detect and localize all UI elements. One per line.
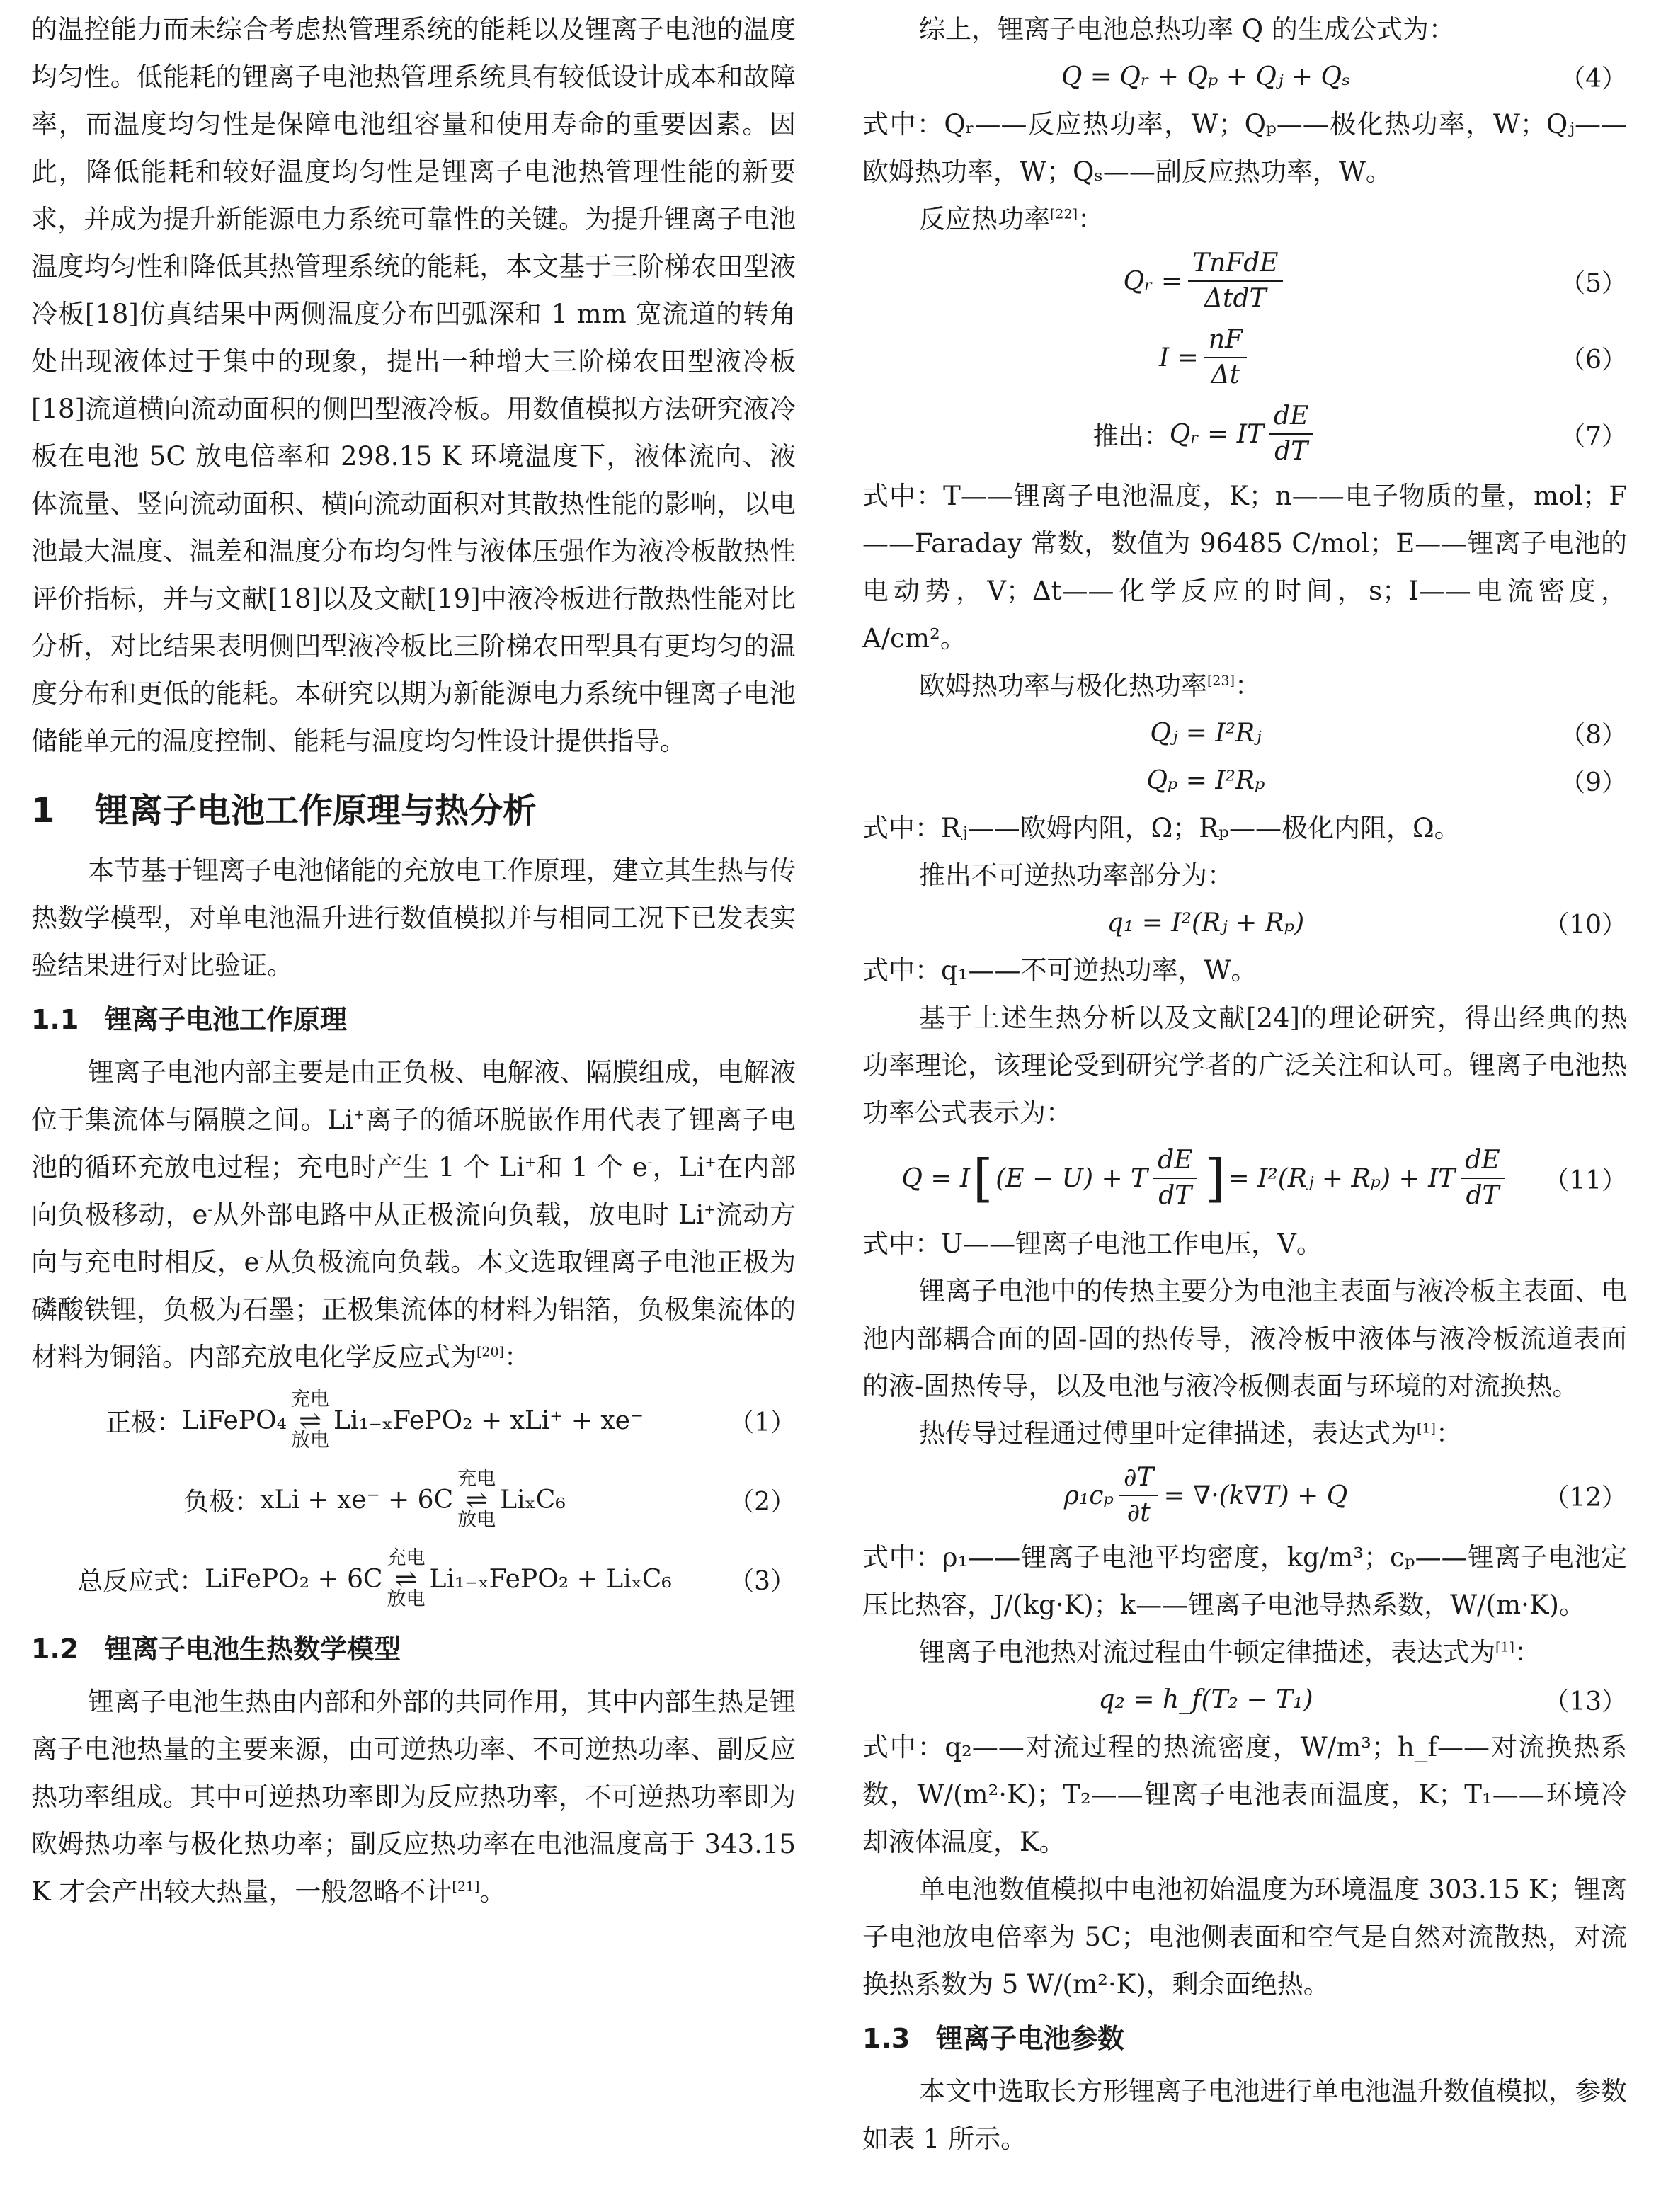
equation-10 xyxy=(862,899,1627,947)
paragraph: 基于上述生热分析以及文献[24]的理论研究，得出经典的热功率理论，该理论受到研究学者的广泛关注和认可。锂离子电池热功率公式表示为： xyxy=(862,1003,1627,1128)
equation-label: 正极： xyxy=(105,1408,183,1437)
citation: [21] xyxy=(452,1879,480,1895)
paragraph: 推出不可逆热功率部分为： xyxy=(919,860,1233,891)
fraction: $\frac{\text{TnFdE}}{\text{ΔtdT}}$ xyxy=(1188,248,1283,314)
citation: [1] xyxy=(1495,1639,1514,1655)
citation: [20] xyxy=(476,1344,505,1360)
equation-2 xyxy=(31,1460,796,1539)
equation-6: I = $\frac{nF}{\Delta t}$ （6） xyxy=(862,319,1627,396)
equation-3 xyxy=(31,1539,796,1619)
fraction: $\frac{dE}{dT}$ xyxy=(1461,1145,1504,1212)
citation: [22] xyxy=(1050,206,1078,222)
equation-number: （4） xyxy=(1560,64,1627,93)
products: Li₁₋ₓFePO₂ + xLi⁺ + xe⁻ xyxy=(333,1406,644,1435)
paragraph: 式中：Qᵣ——反应热功率，W；Qₚ——极化热功率，W；Qⱼ——欧姆热功率，W；Qₛ——副反应热功率，W。 xyxy=(862,109,1627,187)
paragraph: 锂离子电池热对流过程由牛顿定律描述，表达式为[1]： xyxy=(919,1637,1541,1667)
intro-paragraph: 的温控能力而未综合考虑热管理系统的能耗以及锂离子电池的温度均匀性。低能耗的锂离子电池热管理系统具有较低设计成本和故障率，而温度均匀性是保障电池组容量和使用寿命的重要因素。因此，降低能耗和较好温度均匀性是锂离子电池热管理性能的新要求，并成为提升新能源电力系统可靠性的关键。为提升锂离子电池温度均匀性和降低其热管理系统的能耗，本文基于三阶梯农田型液冷板[18]仿真结果中两侧温度分布凹弧深和 1 mm 宽流道的转角处出现液体过于集中的现象，提出一种增大三阶梯农田型液冷板[18]流道横向流动面积的侧凹型液冷板。用数值模拟方法研究液冷板在电池 5C 放电倍率和 298.15 K 环境温度下，液体流向、液体流量、竖向流动面积、横向流动面积对其散热性能的影响，以电池最大温度、温差和温度分布均匀性与液体压强作为液冷板散热性评价指标，并与文献[18]以及文献[19]中液冷板进行散热性能对比分析，对比结果表明侧凹型液冷板比三阶梯农田型具有更均匀的温度分布和更低的能耗。本研究以期为新能源电力系统中锂离子电池储能单元的温度控制、能耗与温度均匀性设计提供指导。 xyxy=(31,14,796,756)
equation-9 xyxy=(862,757,1627,804)
equation-13 xyxy=(862,1676,1627,1723)
equation-number: （6） xyxy=(1560,345,1627,375)
equation-number: （13） xyxy=(1543,1687,1627,1716)
subsection-title: 锂离子电池工作原理 xyxy=(105,1004,348,1035)
equation-number: （1） xyxy=(729,1408,796,1437)
reversible-arrow: 充电 ⇌ 放电 xyxy=(457,1468,496,1531)
section-1-3-heading xyxy=(862,2014,1627,2063)
paragraph: 式中：Rⱼ——欧姆内阻，Ω；Rₚ——极化内阻，Ω。 xyxy=(862,813,1461,843)
equation-number: （10） xyxy=(1543,911,1627,940)
section-1-2-paragraph: 锂离子电池生热由内部和外部的共同作用，其中内部生热是锂离子电池热量的主要来源，由可逆热功率、不可逆热功率、副反应热功率组成。其中可逆热功率即为反应热功率，不可逆热功率即为欧姆热功率与极化热功率；副反应热功率在电池温度高于 343.15 K 才会产出较大热量，一般忽略不计[21]。 xyxy=(31,1687,796,1907)
reversible-arrow: 充电 ⇌ 放电 xyxy=(290,1389,329,1452)
equation-number: （9） xyxy=(1560,768,1627,797)
subsection-number: 1.1 xyxy=(31,1004,79,1035)
paragraph: 式中：q₂——对流过程的热流密度，W/m³；h_f——对流换热系数，W/(m²·K)；T₂——锂离子电池表面温度，K；T₁——环境冷却液体温度，K。 xyxy=(862,1732,1627,1857)
equation-number: （11） xyxy=(1543,1165,1627,1195)
section-title: 锂离子电池工作原理与热分析 xyxy=(95,791,537,831)
reactants: LiFePO₂ + 6C xyxy=(205,1564,383,1594)
equation-label: 负极： xyxy=(183,1487,261,1517)
citation: [23] xyxy=(1207,673,1235,689)
equation-12: ρ₁cₚ $\frac{\partial T}{\partial t}$ = ∇·(k∇T) + Q （12） xyxy=(862,1457,1627,1534)
equation-number: （5） xyxy=(1560,268,1627,298)
subsection-number: 1.2 xyxy=(31,1634,79,1665)
paragraph: 本文中选取长方形锂离子电池进行单电池温升数值模拟，参数如表 1 所示。 xyxy=(862,2076,1627,2154)
right-column xyxy=(862,6,1627,2162)
subsection-number: 1.3 xyxy=(862,2023,911,2054)
fraction: $\frac{nF}{\Delta t}$ xyxy=(1204,324,1247,391)
reversible-arrow: 充电 ⇌ 放电 xyxy=(387,1547,426,1610)
equation-label: 总反应式： xyxy=(77,1566,205,1596)
products: LiₓC₆ xyxy=(500,1485,566,1515)
reactants: LiFePO₄ xyxy=(182,1406,287,1435)
paragraph: 式中：T——锂离子电池温度，K；n——电子物质的量，mol；F——Faraday 常数，数值为 96485 C/mol；E——锂离子电池的电动势，V；Δt——化学反应的时间，s；I——电流密度，A/cm²。 xyxy=(862,481,1627,654)
equation-number: （7） xyxy=(1560,421,1627,451)
equation-number: （3） xyxy=(729,1566,796,1596)
equation-11: Q = I [ (E − U) + T $\frac{dE}{dT}$ ] = I²(Rⱼ + Rₚ) + IT $\frac{dE}{dT}$ （11） xyxy=(862,1136,1627,1220)
paragraph: 式中：q₁——不可逆热功率，W。 xyxy=(862,955,1257,986)
citation: [1] xyxy=(1417,1420,1436,1437)
equation-number: （2） xyxy=(729,1487,796,1517)
fraction: $\frac{dE}{dT}$ xyxy=(1153,1145,1197,1212)
fraction: $\frac{dE}{dT}$ xyxy=(1269,401,1313,467)
paragraph: 式中：U——锂离子电池工作电压，V。 xyxy=(862,1228,1323,1259)
fraction: $\frac{\partial T}{\partial t}$ xyxy=(1119,1462,1158,1529)
paragraph: 综上，锂离子电池总热功率 Q 的生成公式为： xyxy=(919,14,1455,45)
equation-expression: Qⱼ = I²Rⱼ xyxy=(1150,719,1262,748)
paragraph: 反应热功率[22]： xyxy=(919,204,1105,234)
paragraph: 热传导过程通过傅里叶定律描述，表达式为[1]： xyxy=(919,1418,1462,1449)
equation-expression: Qₚ = I²Rₚ xyxy=(1146,766,1265,795)
equation-4 xyxy=(862,53,1627,101)
equation-8 xyxy=(862,709,1627,757)
section-number: 1 xyxy=(31,791,55,831)
equation-number: （8） xyxy=(1560,721,1627,750)
equation-5: Qᵣ = $\frac{\text{TnFdE}}{\text{ΔtdT}}$ （5） xyxy=(862,243,1627,319)
equation-7: 推出： Qᵣ = IT $\frac{dE}{dT}$ （7） xyxy=(862,396,1627,472)
equation-expression: q₂ = h_f(T₂ − T₁) xyxy=(1098,1685,1313,1714)
equation-expression: q₁ = I²(Rⱼ + Rₚ) xyxy=(1107,908,1305,937)
equation-1 xyxy=(31,1381,796,1460)
equation-expression: Q = Qᵣ + Qₚ + Qⱼ + Qₛ xyxy=(1061,62,1351,91)
equation-number: （12） xyxy=(1543,1483,1627,1512)
reactants: xLi + xe⁻ + 6C xyxy=(260,1485,454,1515)
subsection-title: 锂离子电池生热数学模型 xyxy=(105,1634,401,1665)
section-1-paragraph: 本节基于锂离子电池储能的充放电工作原理，建立其生热与传热数学模型，对单电池温升进行数值模拟并与相同工况下已发表实验结果进行对比验证。 xyxy=(31,855,796,981)
section-1-1-paragraph: 锂离子电池内部主要是由正负极、电解液、隔膜组成，电解液位于集流体与隔膜之间。Li+离子的循环脱嵌作用代表了锂离子电池的循环充放电过程；充电时产生 1 个 Li+和 1 个 e-，Li+在内部向负极移动，e-从外部电路中从正极流向负载，放电时 Li+流动方向与充电时相反，e-从负极流向负载。本文选取锂离子电池正极为磷酸铁锂，负极为石墨；正极集流体的材料为铝箔，负极集流体的材料为铜箔。内部充放电化学反应式为[20]： xyxy=(31,1057,797,1372)
subsection-title: 锂离子电池参数 xyxy=(936,2023,1125,2054)
paragraph: 单电池数值模拟中电池初始温度为环境温度 303.15 K；锂离子电池放电倍率为 5C；电池侧表面和空气是自然对流散热，对流换热系数为 5 W/(m²·K)，剩余面绝热。 xyxy=(862,1874,1627,2000)
section-1-2-heading xyxy=(31,1624,796,1674)
products: Li₁₋ₓFePO₂ + LiₓC₆ xyxy=(429,1564,672,1594)
paragraph: 锂离子电池中的传热主要分为电池主表面与液冷板主表面、电池内部耦合面的固-固的热传导，液冷板中液体与液冷板流道表面的液-固热传导，以及电池与液冷板侧表面与环境的对流换热。 xyxy=(862,1276,1627,1401)
left-column xyxy=(31,6,796,1915)
section-1-heading xyxy=(31,782,796,840)
paragraph: 欧姆热功率与极化热功率[23]： xyxy=(919,671,1262,701)
paragraph: 式中：ρ₁——锂离子电池平均密度，kg/m³；cₚ——锂离子电池定压比热容，J/(kg·K)；k——锂离子电池导热系数，W/(m·K)。 xyxy=(862,1542,1627,1620)
section-1-1-heading xyxy=(31,995,796,1044)
